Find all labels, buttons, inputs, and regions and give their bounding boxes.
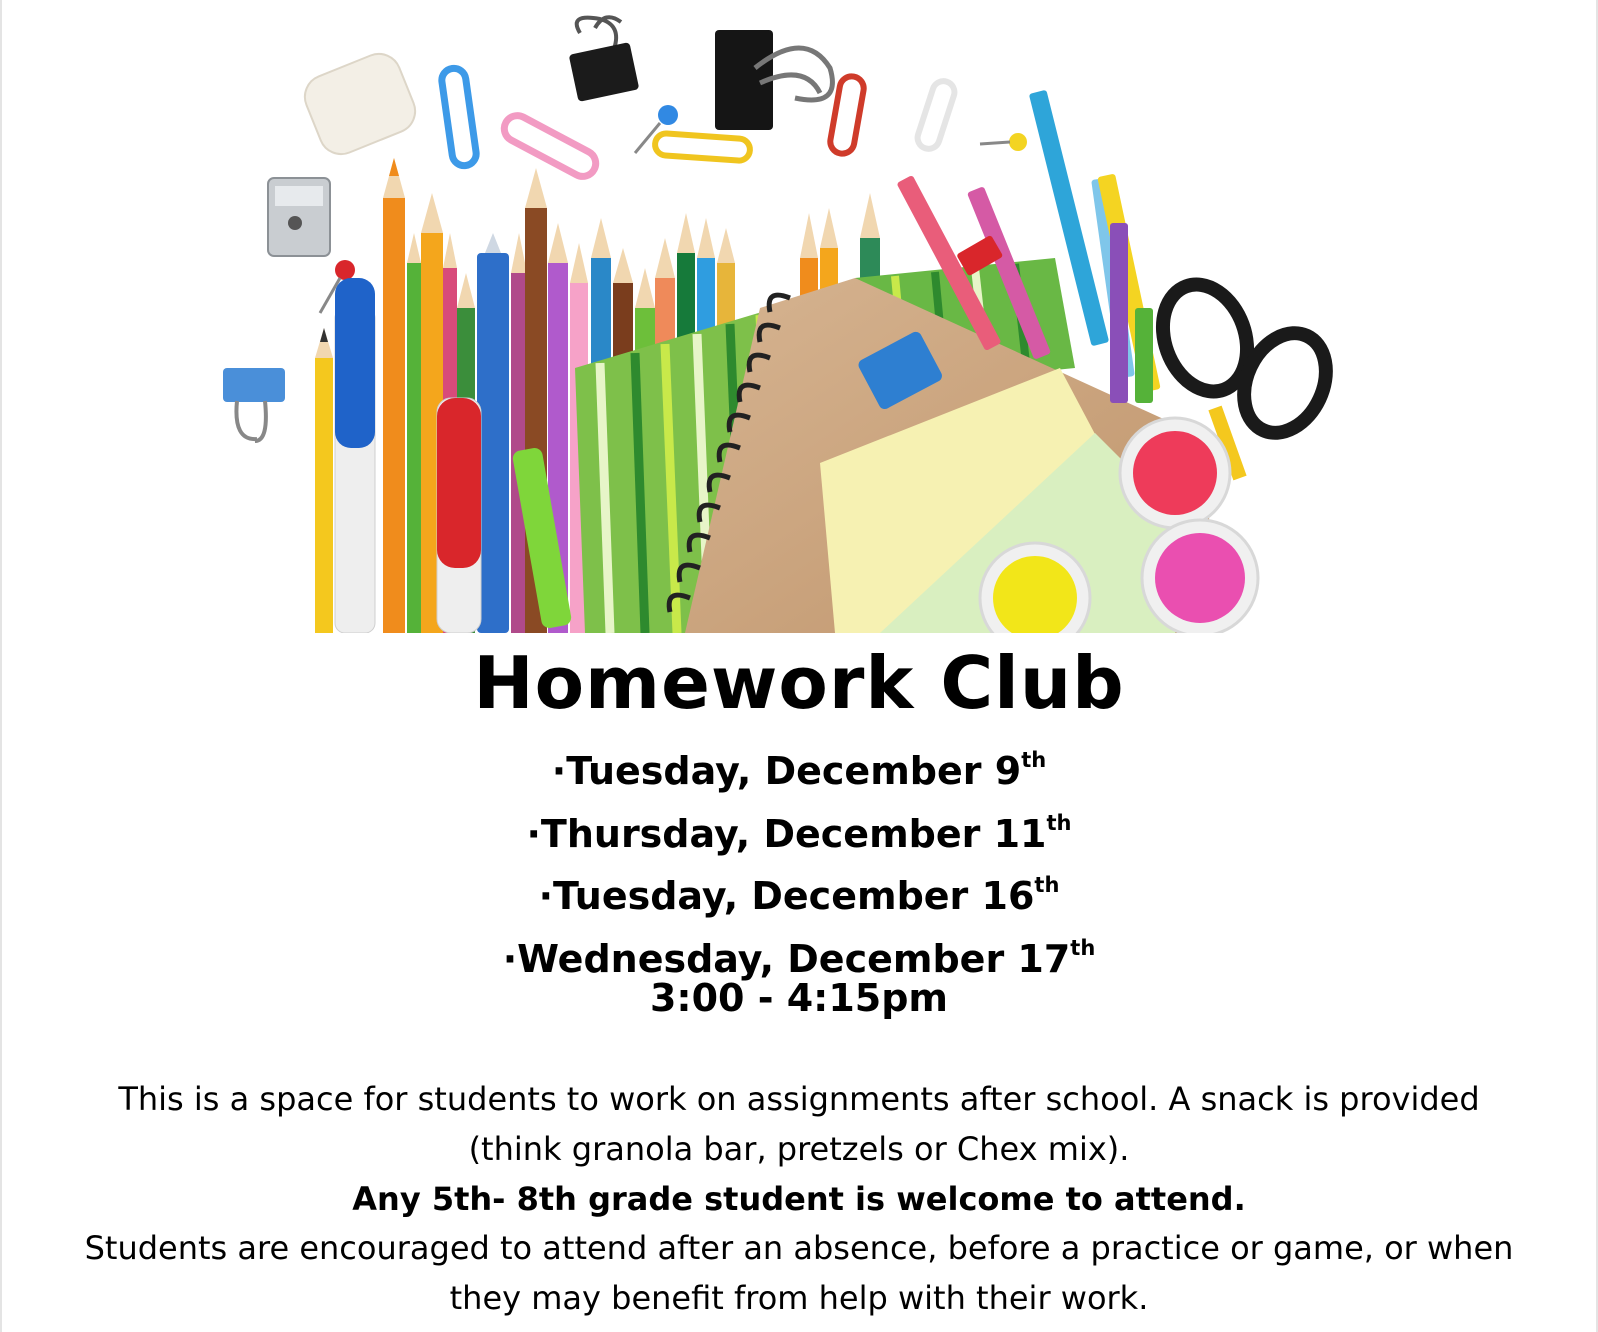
description-line: they may benefit from help with their work. <box>449 1279 1149 1318</box>
date-text: ·Tuesday, December 16 <box>538 874 1035 918</box>
time-range: 3:00 - 4:15pm <box>649 976 949 1020</box>
description-line: (think granola bar, pretzels or Chex mix). <box>468 1129 1130 1168</box>
description-line: Students are encouraged to attend after an absence, before a practice or game, or when <box>84 1229 1514 1268</box>
date-item <box>0 806 1598 869</box>
eligibility-note: Any 5th- 8th grade student is welcome to attend. <box>352 1179 1246 1218</box>
date-list <box>0 743 1598 993</box>
date-text: ·Thursday, December 11 <box>526 811 1047 856</box>
description-line: This is a space for students to work on assignments after school. A snack is provided <box>118 1080 1480 1118</box>
date-item <box>0 868 1598 931</box>
page-title: Homework Club <box>473 641 1125 725</box>
paper-clip-icon <box>440 67 957 181</box>
date-suffix: th <box>1021 748 1047 772</box>
date-suffix: th <box>1046 810 1072 835</box>
sharpener-icon <box>268 178 330 256</box>
date-suffix: th <box>1034 873 1060 897</box>
date-text: ·Wednesday, December 17 <box>502 936 1071 981</box>
school-supplies-illustration <box>215 8 1385 633</box>
date-item <box>0 743 1598 806</box>
binder-clip-icon <box>715 30 832 130</box>
description <box>0 1075 1598 1324</box>
date-suffix: th <box>1070 935 1096 960</box>
date-text: ·Tuesday, December 9 <box>551 749 1022 793</box>
binder-clip-icon <box>223 368 285 441</box>
binder-clip-icon <box>569 17 640 102</box>
eraser-icon <box>298 47 421 160</box>
